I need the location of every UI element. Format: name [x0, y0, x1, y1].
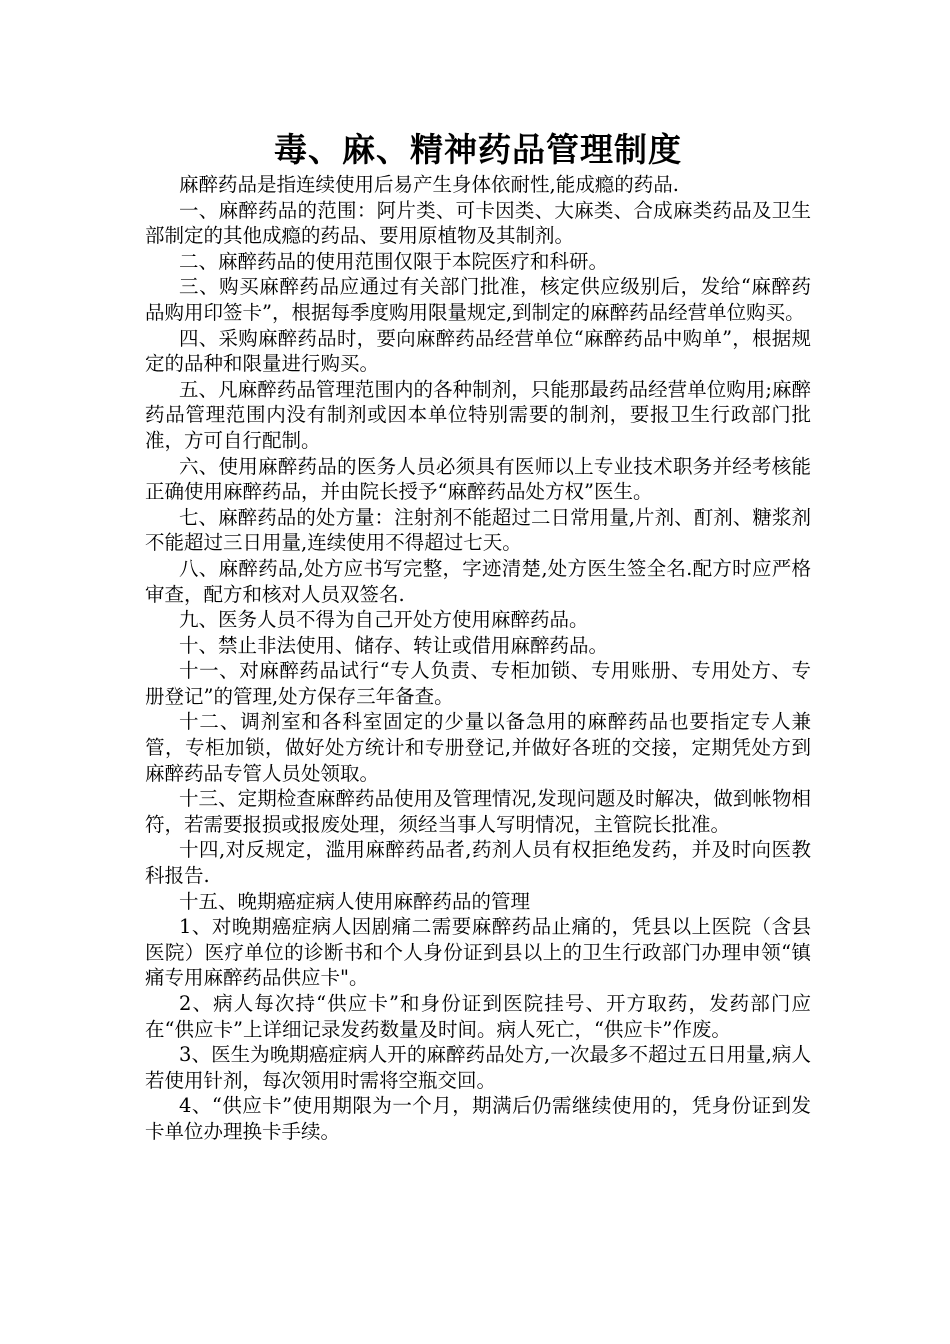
- paragraph-15-heading: 十五、晚期癌症病人使用麻醉药品的管理: [179, 889, 531, 913]
- paragraph-6: 六、使用麻醉药品的医务人员必须具有医师以上专业技术职务并经考核能正确使用麻醉药品，并由院长授予“麻醉药品处方权”医生。: [145, 454, 811, 504]
- paragraph-10: 十、禁止非法使用、储存、转让或借用麻醉药品。: [179, 633, 609, 657]
- paragraph-5: 五、凡麻醉药品管理范围内的各种制剂，只能那最药品经营单位购用;麻醉药品管理范围内没有制剂或因本单位特别需要的制剂，要报卫生行政部门批准，方可自行配制。: [145, 377, 811, 452]
- paragraph-8: 八、麻醉药品,处方应书写完整，字迹清楚,处方医生签全名.配方时应严格审查，配方和核对人员双签名.: [145, 556, 811, 606]
- paragraph-12: 十二、调剂室和各科室固定的少量以备急用的麻醉药品也要指定专人兼管，专柜加锁，做好处方统计和专册登记,并做好各班的交接，定期凭处方到麻醉药品专管人员处领取。: [145, 710, 811, 785]
- paragraph-15-item-3: 3、医生为晚期癌症病人开的麻醉药品处方,一次最多不超过五日用量,病人若使用针剂，每次领用时需将空瓶交回。: [145, 1043, 811, 1092]
- paragraph-15-item-2: 2、病人每次持“供应卡”和身份证到医院挂号、开方取药，发药部门应在“供应卡”上详细记录发药数量及时间。病人死亡，“供应卡”作废。: [145, 992, 811, 1041]
- paragraph-9: 九、医务人员不得为自己开处方使用麻醉药品。: [179, 608, 589, 632]
- paragraph-11: 十一、对麻醉药品试行“专人负责、专柜加锁、专用账册、专用处方、专册登记”的管理,处方保存三年备查。: [145, 659, 811, 708]
- paragraph-13: 十三、定期检查麻醉药品使用及管理情况,发现问题及时解决，做到帐物相符，若需要报损或报废处理，须经当事人写明情况，主管院长批准。: [145, 787, 811, 836]
- paragraph-4: 四、采购麻醉药品时，要向麻醉药品经营单位“麻醉药品中购单”，根据规定的品种和限量进行购买。: [145, 326, 811, 376]
- paragraph-1: 一、麻醉药品的范围：阿片类、可卡因类、大麻类、合成麻类药品及卫生部制定的其他成瘾的药品、要用原植物及其制剂。: [145, 198, 811, 248]
- paragraph-3: 三、购买麻醉药品应通过有关部门批准，核定供应级别后，发给“麻醉药品购用印签卡”，根据每季度购用限量规定,到制定的麻醉药品经营单位购买。: [145, 275, 811, 324]
- paragraph-15-item-4: 4、“供应卡”使用期限为一个月，期满后仍需继续使用的，凭身份证到发卡单位办理换卡手续。: [145, 1094, 811, 1143]
- paragraph-14: 十四,对反规定，滥用麻醉药品者,药剂人员有权拒绝发药，并及时向医教科报告.: [145, 838, 811, 888]
- paragraph-7: 七、麻醉药品的处方量：注射剂不能超过二日常用量,片剂、酊剂、糖浆剂不能超过三日用量,连续使用不得超过七天。: [145, 505, 811, 555]
- document-body: [145, 172, 811, 1145]
- document-page: [145, 128, 811, 1145]
- document-title: 毒、麻、精神药品管理制度: [274, 130, 682, 169]
- paragraph-2: 二、麻醉药品的使用范围仅限于本院医疗和科研。: [179, 249, 609, 273]
- paragraph-15-item-1: 1、对晚期癌症病人因剧痛二需要麻醉药品止痛的，凭县以上医院（含县医院）医疗单位的诊断书和个人身份证到县以上的卫生行政部门办理申领“镇痛专用麻醉药品供应卡"。: [145, 915, 811, 990]
- paragraph-intro: 麻醉药品是指连续使用后易产生身体依耐性,能成瘾的药品.: [179, 173, 679, 196]
